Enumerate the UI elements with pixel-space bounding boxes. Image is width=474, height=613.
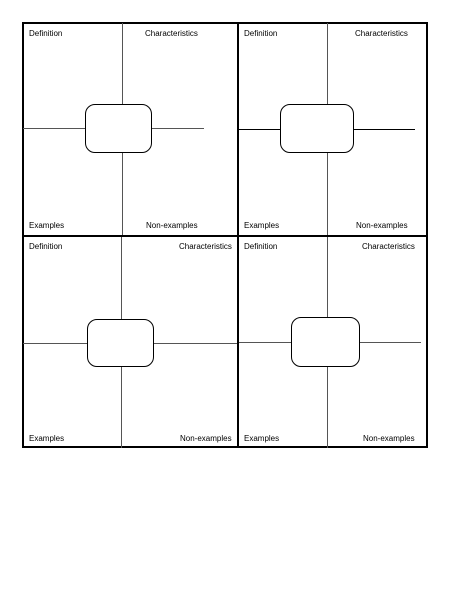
- panel-3-horizontal-line-left: [23, 343, 87, 344]
- panel-1-vertical-line-top: [122, 23, 123, 104]
- panel-1-definition-label: Definition: [29, 29, 63, 38]
- panel-4-characteristics-label: Characteristics: [362, 242, 415, 251]
- panel-4-horizontal-line-left: [239, 342, 291, 343]
- panel-1-vertical-line-bottom: [122, 153, 123, 235]
- panel-1-horizontal-line-left: [23, 128, 85, 129]
- panel-2-examples-label: Examples: [244, 221, 280, 230]
- panel-1-horizontal-line-right: [152, 128, 204, 129]
- panel-2-vertical-line-bottom: [327, 153, 328, 235]
- panel-3-vertical-line-bottom: [121, 367, 122, 448]
- panel-2-horizontal-line-right: [353, 129, 415, 130]
- panel-2-characteristics-label: Characteristics: [355, 29, 408, 38]
- panel-4-vertical-line-bottom: [327, 367, 328, 448]
- panel-4-center-box[interactable]: [291, 317, 360, 367]
- panel-4-examples-label: Examples: [244, 434, 280, 443]
- panel-4-definition-label: Definition: [244, 242, 278, 251]
- panel-3-definition-label: Definition: [29, 242, 63, 251]
- panel-1-characteristics-label: Characteristics: [145, 29, 198, 38]
- panel-3-non-examples-label: Non-examples: [180, 434, 232, 443]
- main-horizontal-divider: [22, 235, 428, 237]
- panel-3-horizontal-line-right: [153, 343, 237, 344]
- panel-1-examples-label: Examples: [29, 221, 65, 230]
- panel-2-definition-label: Definition: [244, 29, 278, 38]
- panel-2-center-box[interactable]: [280, 104, 354, 153]
- panel-3-center-box[interactable]: [87, 319, 154, 367]
- panel-1-center-box[interactable]: [85, 104, 152, 153]
- panel-4-horizontal-line-right: [359, 342, 421, 343]
- panel-1-non-examples-label: Non-examples: [146, 221, 198, 230]
- panel-4-vertical-line-top: [327, 237, 328, 318]
- panel-2-vertical-line-top: [327, 23, 328, 104]
- panel-3-characteristics-label: Characteristics: [179, 242, 232, 251]
- panel-4-non-examples-label: Non-examples: [363, 434, 415, 443]
- panel-3-vertical-line-top: [121, 237, 122, 319]
- panel-2-non-examples-label: Non-examples: [356, 221, 408, 230]
- panel-2-horizontal-line-left: [239, 129, 280, 130]
- panel-3-examples-label: Examples: [29, 434, 65, 443]
